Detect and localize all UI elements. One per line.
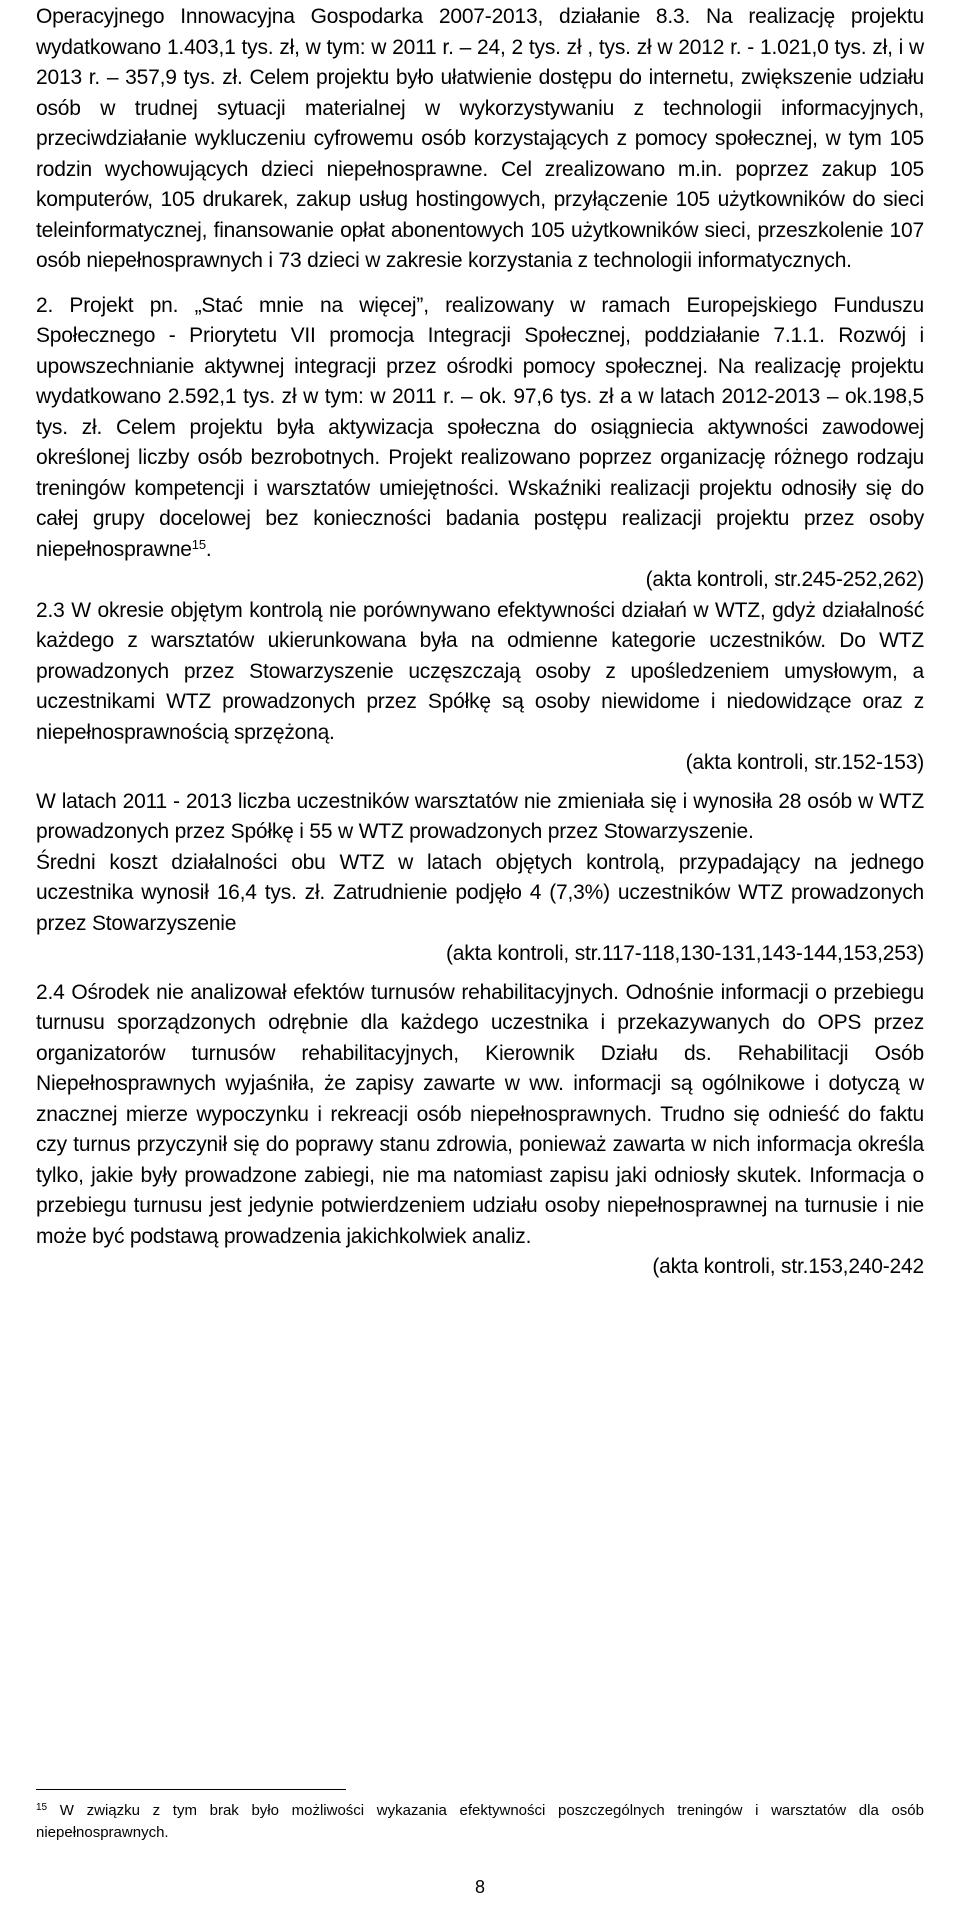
reference-akta-kontroli-1: (akta kontroli, str.245-252,262) [645, 568, 924, 591]
reference-akta-kontroli-2: (akta kontroli, str.152-153) [685, 751, 924, 774]
paragraph-project-2: 2. Projekt pn. „Stać mnie na więcej”, realizowany w ramach Europejskiego Funduszu Społecznego - Priorytetu VII promocja Integracji Społecznej, poddziałanie 7.1.1. Rozwój i upowszechnianie aktywnej integracji przez ośrodki pomocy społecznej. Na realizację projektu wydatkowano 2.592,1 tys. zł w tym: w 2011 r. – ok. 97,6 tys. zł a w latach 2012-2013 – ok.198,5 tys. zł. Celem projektu była aktywizacja społeczna do osiągniecia aktywności zawodowej określonej liczby osób bezrobotnych. Projekt realizowano poprzez organizację różnego rodzaju treningów kompetencji i warsztatów umiejętności. Wskaźniki realizacji projektu odnosiły się do całej grupy docelowej bez konieczności badania postępu realizacji projektu przez osoby niepełnosprawne$^{15}$. [36, 293, 924, 561]
page-number: 8 [474, 1877, 485, 1897]
footnote [36, 1800, 924, 1844]
footnote-separator [36, 1789, 346, 1790]
paragraph-2-3: 2.3 W okresie objętym kontrolą nie porównywano efektywności działań w WTZ, gdyż działalność każdego z warsztatów ukierunkowana była na odmienne kategorie uczestników. Do WTZ prowadzonych przez Stowarzyszenie uczęszczają osoby z upośledzeniem umysłowym, a uczestnikami WTZ prowadzonych przez Spółkę są osoby niewidome i niedowidzące oraz z niepełnosprawnością sprzężoną. [36, 598, 924, 744]
reference-akta-kontroli-3: (akta kontroli, str.117-118,130-131,143-144,153,253) [446, 942, 924, 965]
paragraph-project-2-text: 2. Projekt pn. „Stać mnie na więcej”, realizowany w ramach Europejskiego Funduszu Społecznego - Priorytetu VII promocja Integracji Społecznej, poddziałanie 7.1.1. Rozwój i upowszechnianie aktywnej integracji przez ośrodki pomocy społecznej. Na realizację projektu wydatkowano 2.592,1 tys. zł w tym: w 2011 r. – ok. 97,6 tys. zł a w latach 2012-2013 – ok.198,5 tys. zł. Celem projektu była aktywizacja społeczna do osiągniecia aktywności zawodowej określonej liczby osób bezrobotnych. Projekt realizowano poprzez organizację różnego rodzaju treningów kompetencji i warsztatów umiejętności. Wskaźniki realizacji projektu odnosiły się do całej grupy docelowej bez konieczności badania postępu realizacji projektu przez osoby niepełnosprawne [36, 293, 924, 561]
footnote-text: W związku z tym brak było możliwości wykazania efektywności poszczególnych treningów i warsztatów dla osób niepełnosprawnych. [36, 1802, 924, 1841]
paragraph-2-4: 2.4 Ośrodek nie analizował efektów turnusów rehabilitacyjnych. Odnośnie informacji o przebiegu turnusu sporządzonych odrębnie dla każdego uczestnika i przekazywanych do OPS przez organizatorów turnusów rehabilitacyjnych, Kierownik Działu ds. Rehabilitacji Osób Niepełnosprawnych wyjaśniła, że zapisy zawarte w ww. informacji są ogólnikowe i dotyczą w znacznej mierze wypoczynku i rekreacji osób niepełnosprawnych. Trudno się odnieść do faktu czy turnus przyczynił się do poprawy stanu zdrowia, ponieważ zawarta w nich informacja określa tylko, jakie były prowadzone zabiegi, nie ma natomiast zapisu jaki odniosły skutek. Informacja o przebiegu turnusu jest jedynie potwierdzeniem udziału osoby niepełnosprawnej na turnusie i nie może być podstawą prowadzenia jakichkolwiek analiz. [36, 980, 924, 1248]
footnote-number: 15 [36, 1802, 48, 1813]
paragraph-participants: W latach 2011 - 2013 liczba uczestników warsztatów nie zmieniała się i wynosiła 28 osób w WTZ prowadzonych przez Spółkę i 55 w WTZ prowadzonych przez Stowarzyszenie. [36, 789, 924, 843]
body-text [36, 2, 924, 1283]
paragraph-average-cost: Średni koszt działalności obu WTZ w latach objętych kontrolą, przypadający na jednego uczestnika wynosił 16,4 tys. zł. Zatrudnienie podjęło 4 (7,3%) uczestników WTZ prowadzonych przez Stowarzyszenie [36, 850, 924, 935]
reference-akta-kontroli-4: (akta kontroli, str.153,240-242 [652, 1255, 924, 1278]
paragraph-internet-project: Operacyjnego Innowacyjna Gospodarka 2007-2013, działanie 8.3. Na realizację projektu wydatkowano 1.403,1 tys. zł, w tym: w 2011 r. – 24, 2 tys. zł , tys. zł w 2012 r. - 1.021,0 tys. zł, i w 2013 r. – 357,9 tys. zł. Celem projektu było ułatwienie dostępu do internetu, zwiększenie udziału osób w trudnej sytuacji materialnej w wykorzystywaniu z technologii informacyjnych, przeciwdziałanie wykluczeniu cyfrowemu osób korzystających z pomocy społecznej, w tym 105 rodzin wychowujących dzieci niepełnosprawne. Cel zrealizowano m.in. poprzez zakup 105 komputerów, 105 drukarek, zakup usług hostingowych, przyłączenie 105 użytkowników do sieci teleinformatycznej, finansowanie opłat abonentowych 105 użytkowników sieci, przeszkolenie 107 osób niepełnosprawnych i 73 dzieci w zakresie korzystania z technologii informatycznych. [36, 5, 924, 272]
footnote-reference: 15 [191, 536, 206, 552]
